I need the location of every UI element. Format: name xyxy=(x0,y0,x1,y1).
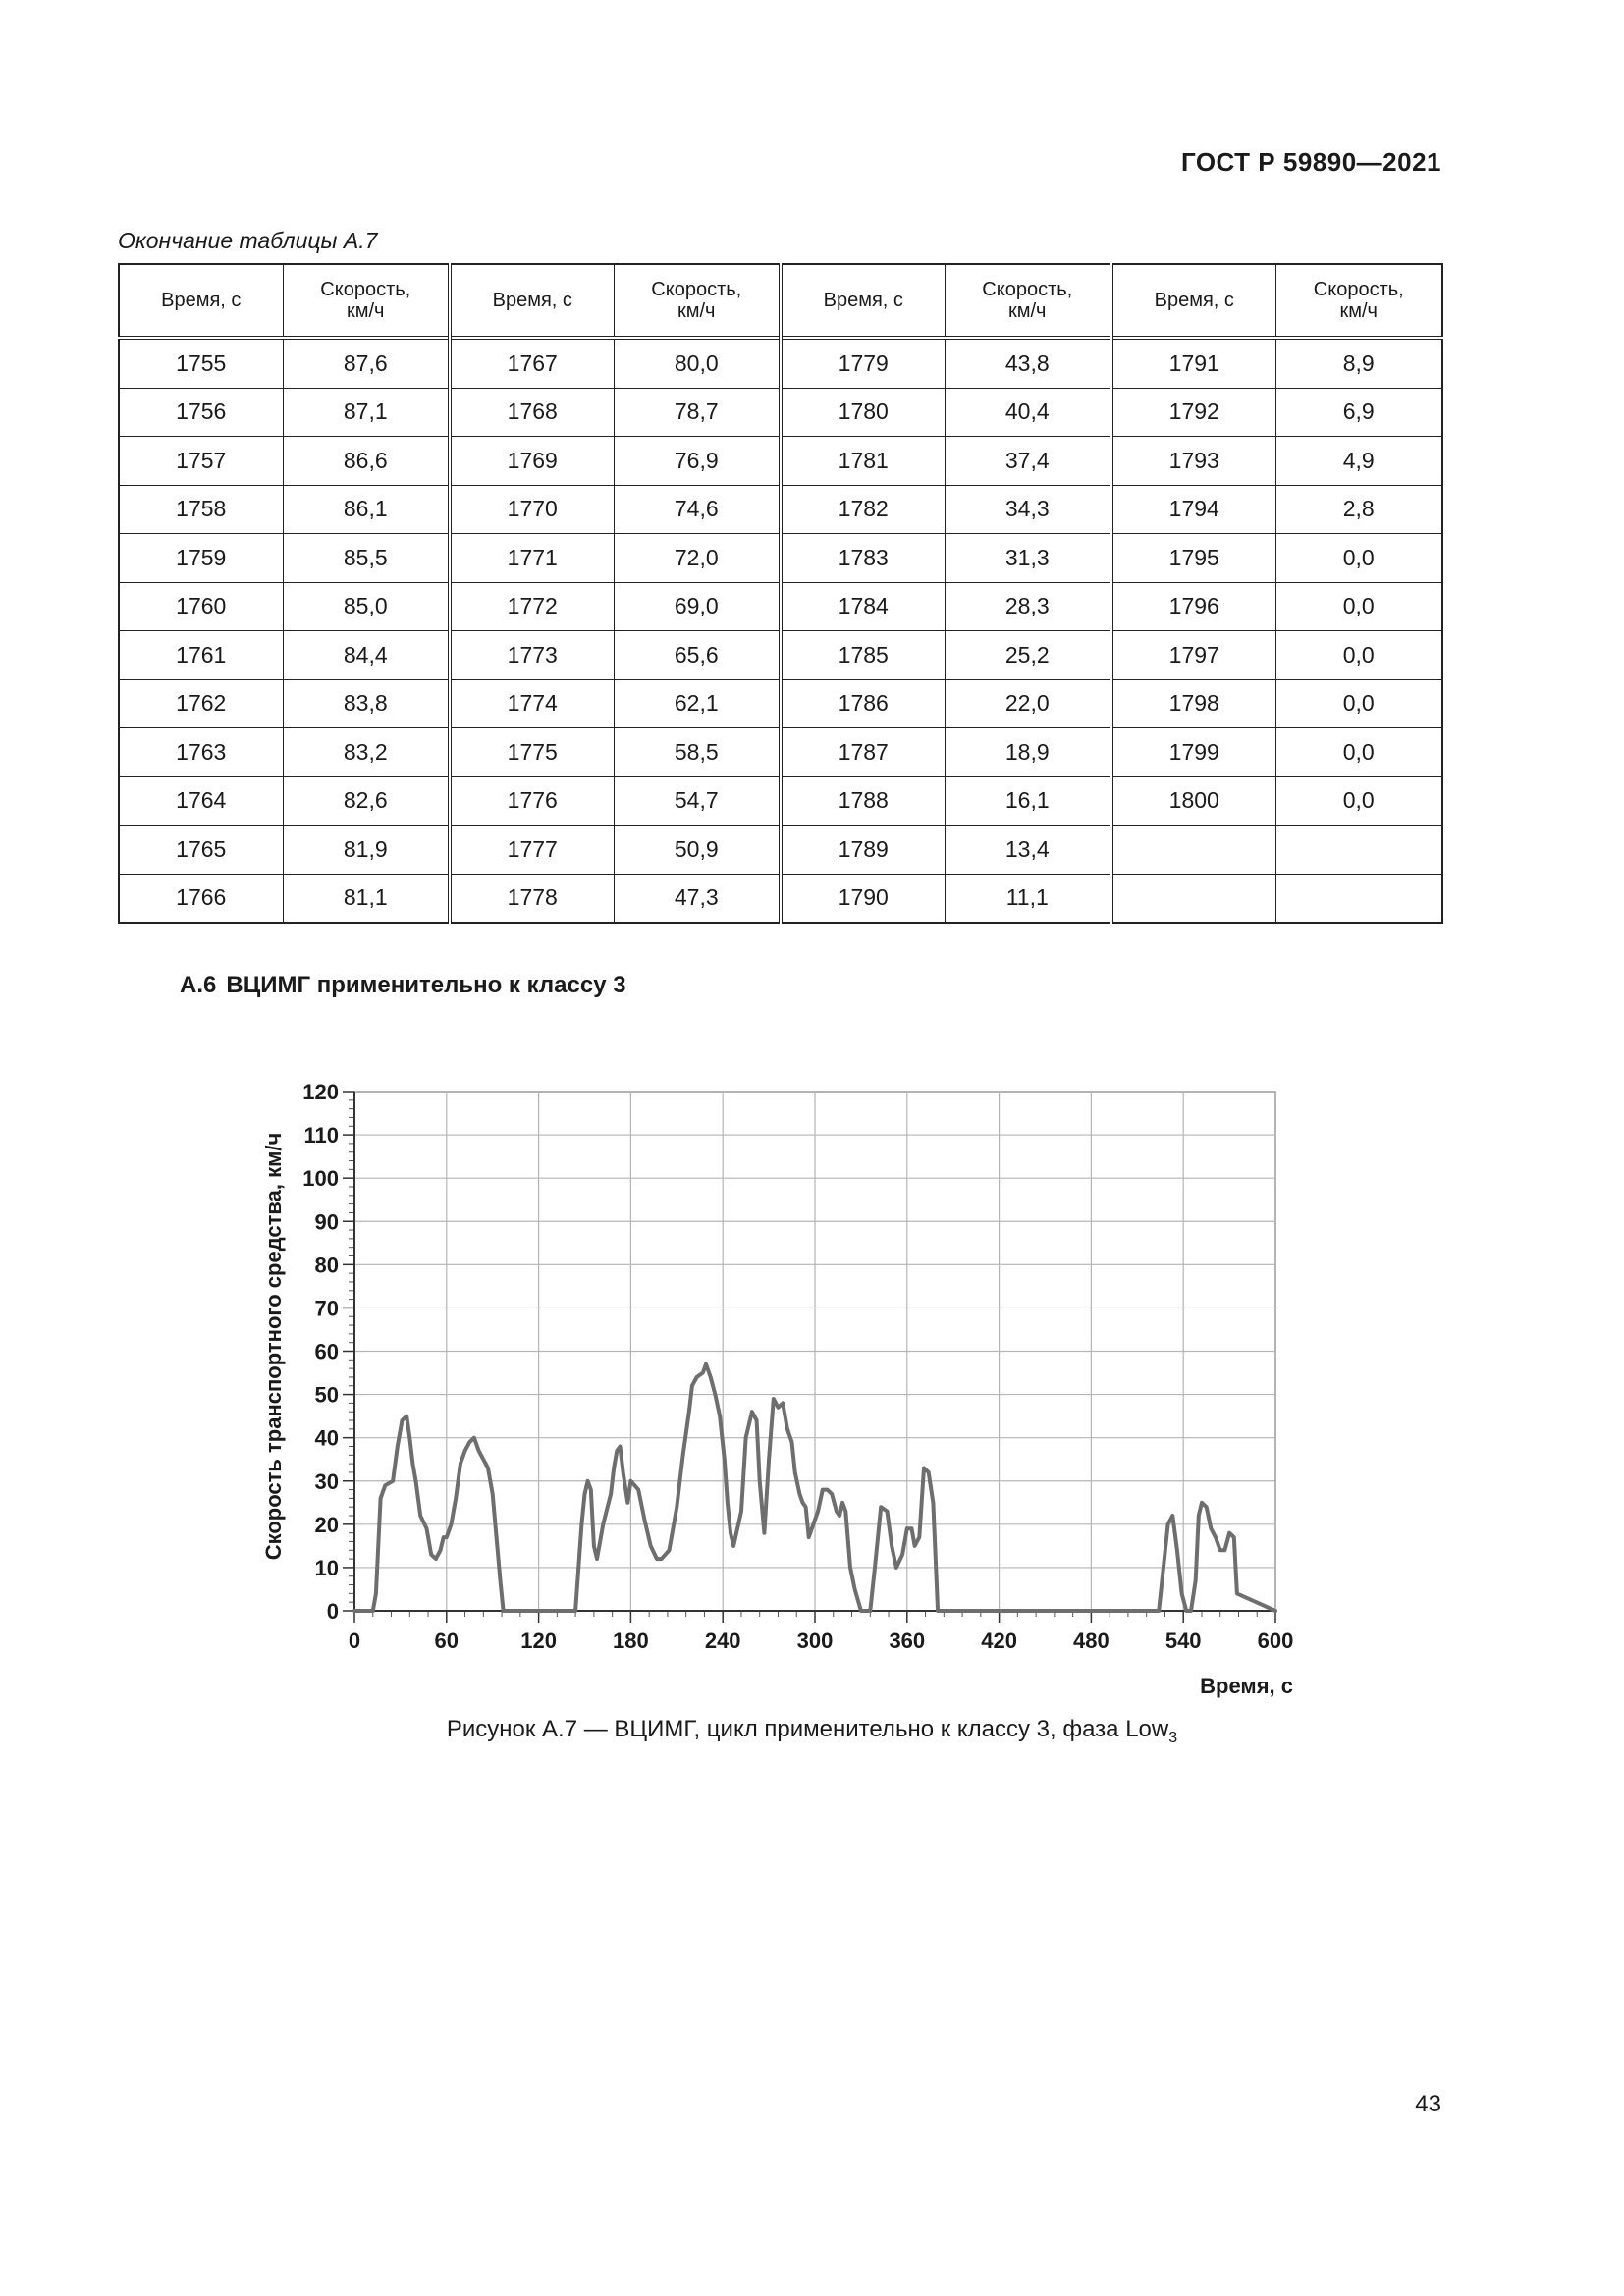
time-cell: 1764 xyxy=(119,776,283,826)
time-cell: 1793 xyxy=(1111,437,1275,486)
speed-cell: 81,9 xyxy=(283,826,450,875)
speed-cell: 34,3 xyxy=(945,485,1111,534)
time-cell: 1799 xyxy=(1111,728,1275,777)
time-cell: 1773 xyxy=(450,631,614,680)
col-header-speed-line2: км/ч xyxy=(677,300,716,322)
time-cell: 1797 xyxy=(1111,631,1275,680)
y-tick-label: 20 xyxy=(314,1512,339,1537)
y-tick-label: 10 xyxy=(314,1555,339,1580)
col-header-speed-line1: Скорость, xyxy=(651,279,742,300)
time-cell: 1780 xyxy=(781,388,945,437)
col-header-time: Время, с xyxy=(119,264,283,338)
x-tick-label: 240 xyxy=(704,1629,741,1653)
speed-cell: 82,6 xyxy=(283,776,450,826)
time-cell: 1763 xyxy=(119,728,283,777)
y-tick-label: 90 xyxy=(314,1209,339,1235)
speed-cell: 87,1 xyxy=(283,388,450,437)
y-tick-label: 110 xyxy=(303,1123,339,1148)
time-cell: 1768 xyxy=(450,388,614,437)
speed-cell: 87,6 xyxy=(283,338,450,388)
speed-cell: 0,0 xyxy=(1275,582,1442,631)
time-cell: 1774 xyxy=(450,679,614,728)
speed-cell: 85,5 xyxy=(283,534,450,583)
time-cell: 1760 xyxy=(119,582,283,631)
speed-cell: 83,2 xyxy=(283,728,450,777)
time-cell: 1796 xyxy=(1111,582,1275,631)
y-tick-label: 70 xyxy=(314,1296,339,1321)
time-cell: 1769 xyxy=(450,437,614,486)
time-cell: 1787 xyxy=(781,728,945,777)
speed-cell: 50,9 xyxy=(614,826,781,875)
speed-cell: 74,6 xyxy=(614,485,781,534)
speed-cell: 78,7 xyxy=(614,388,781,437)
speed-cell: 18,9 xyxy=(945,728,1111,777)
speed-cell: 22,0 xyxy=(945,679,1111,728)
speed-cell: 16,1 xyxy=(945,776,1111,826)
time-cell: 1782 xyxy=(781,485,945,534)
time-cell: 1784 xyxy=(781,582,945,631)
speed-cell: 58,5 xyxy=(614,728,781,777)
figure-caption-subscript: 3 xyxy=(1168,1730,1178,1746)
time-cell: 1755 xyxy=(119,338,283,388)
speed-cell: 37,4 xyxy=(945,437,1111,486)
speed-cell: 8,9 xyxy=(1275,338,1442,388)
speed-cell: 25,2 xyxy=(945,631,1111,680)
col-header-time: Время, с xyxy=(1111,264,1275,338)
time-cell: 1800 xyxy=(1111,776,1275,826)
time-cell: 1792 xyxy=(1111,388,1275,437)
document-standard-id: ГОСТ Р 59890—2021 xyxy=(1180,147,1441,177)
speed-cell: 85,0 xyxy=(283,582,450,631)
speed-cell: 72,0 xyxy=(614,534,781,583)
x-tick-label: 540 xyxy=(1164,1629,1202,1653)
speed-cell: 65,6 xyxy=(614,631,781,680)
x-tick-label: 120 xyxy=(520,1629,557,1653)
speed-cell: 4,9 xyxy=(1275,437,1442,486)
time-cell: 1762 xyxy=(119,679,283,728)
time-cell: 1785 xyxy=(781,631,945,680)
time-cell: 1795 xyxy=(1111,534,1275,583)
y-tick-label: 100 xyxy=(302,1166,339,1192)
x-tick-label: 300 xyxy=(796,1629,834,1653)
x-tick-label: 60 xyxy=(434,1629,460,1653)
y-tick-label: 80 xyxy=(314,1253,339,1278)
y-tick-label: 120 xyxy=(302,1080,339,1104)
speed-cell: 0,0 xyxy=(1275,679,1442,728)
time-cell: 1783 xyxy=(781,534,945,583)
col-header-time: Время, с xyxy=(450,264,614,338)
page-number: 43 xyxy=(1415,2091,1441,2117)
col-header-speed-line2: км/ч xyxy=(347,300,385,322)
x-tick-label: 360 xyxy=(889,1629,926,1653)
time-cell: 1786 xyxy=(781,679,945,728)
speed-cell: 47,3 xyxy=(614,874,781,923)
time-cell: 1767 xyxy=(450,338,614,388)
col-header-time: Время, с xyxy=(781,264,945,338)
speed-cell: 0,0 xyxy=(1275,776,1442,826)
y-axis-label: Скорость транспортного средства, км/ч xyxy=(261,1132,286,1561)
speed-cell: 81,1 xyxy=(283,874,450,923)
x-tick-label: 180 xyxy=(613,1629,649,1653)
speed-cell: 54,7 xyxy=(614,776,781,826)
time-cell: 1788 xyxy=(781,776,945,826)
time-cell: 1759 xyxy=(119,534,283,583)
speed-cell: 62,1 xyxy=(614,679,781,728)
time-cell: 1779 xyxy=(781,338,945,388)
time-cell: 1789 xyxy=(781,826,945,875)
speed-cell: 40,4 xyxy=(945,388,1111,437)
time-cell: 1790 xyxy=(781,874,945,923)
time-cell: 1756 xyxy=(119,388,283,437)
speed-cell: 0,0 xyxy=(1275,631,1442,680)
time-cell: 1794 xyxy=(1111,485,1275,534)
speed-cell: 0,0 xyxy=(1275,534,1442,583)
speed-cell: 31,3 xyxy=(945,534,1111,583)
section-number: А.6 xyxy=(180,972,217,998)
time-cell: 1781 xyxy=(781,437,945,486)
time-cell: 1771 xyxy=(450,534,614,583)
speed-cell: 13,4 xyxy=(945,826,1111,875)
time-cell: 1770 xyxy=(450,485,614,534)
x-tick-label: 480 xyxy=(1073,1629,1110,1653)
time-cell: 1765 xyxy=(119,826,283,875)
time-cell: 1798 xyxy=(1111,679,1275,728)
time-cell: 1775 xyxy=(450,728,614,777)
time-cell: 1777 xyxy=(450,826,614,875)
time-cell: 1766 xyxy=(119,874,283,923)
speed-cell: 80,0 xyxy=(614,338,781,388)
col-header-speed-line1: Скорость, xyxy=(1313,279,1404,300)
time-cell: 1772 xyxy=(450,582,614,631)
figure-caption xyxy=(0,1716,1624,1747)
col-header-speed-line2: км/ч xyxy=(1339,300,1378,322)
section-title: ВЦИМГ применительно к классу 3 xyxy=(226,972,626,998)
speed-cell: 2,8 xyxy=(1275,485,1442,534)
speed-cell: 0,0 xyxy=(1275,728,1442,777)
speed-cell: 69,0 xyxy=(614,582,781,631)
y-tick-label: 40 xyxy=(314,1425,339,1451)
y-tick-label: 30 xyxy=(314,1468,339,1494)
x-axis-label: Время, с xyxy=(1200,1674,1293,1698)
speed-cell: 83,8 xyxy=(283,679,450,728)
col-header-speed-line1: Скорость, xyxy=(982,279,1073,300)
speed-cell: 28,3 xyxy=(945,582,1111,631)
speed-cell: 76,9 xyxy=(614,437,781,486)
time-cell: 1758 xyxy=(119,485,283,534)
speed-cell: 84,4 xyxy=(283,631,450,680)
time-cell: 1776 xyxy=(450,776,614,826)
x-tick-label: 420 xyxy=(981,1629,1017,1653)
y-tick-label: 60 xyxy=(314,1339,339,1364)
x-tick-label: 600 xyxy=(1257,1629,1294,1653)
speed-cell: 11,1 xyxy=(945,874,1111,923)
time-cell: 1761 xyxy=(119,631,283,680)
col-header-speed-line2: км/ч xyxy=(1008,300,1047,322)
figure-caption-text: Рисунок А.7 — ВЦИМГ, цикл применительно к классу 3, фаза Low xyxy=(446,1716,1169,1742)
col-header-speed-line1: Скорость, xyxy=(320,279,411,300)
x-tick-label: 0 xyxy=(348,1629,361,1653)
table-caption: Окончание таблицы А.7 xyxy=(118,228,378,253)
speed-cell: 6,9 xyxy=(1275,388,1442,437)
speed-cell: 86,1 xyxy=(283,485,450,534)
time-cell: 1791 xyxy=(1111,338,1275,388)
time-cell: 1757 xyxy=(119,437,283,486)
time-cell: 1778 xyxy=(450,874,614,923)
speed-cell: 86,6 xyxy=(283,437,450,486)
y-tick-label: 0 xyxy=(326,1599,339,1624)
y-tick-label: 50 xyxy=(314,1382,339,1408)
speed-cell: 43,8 xyxy=(945,338,1111,388)
